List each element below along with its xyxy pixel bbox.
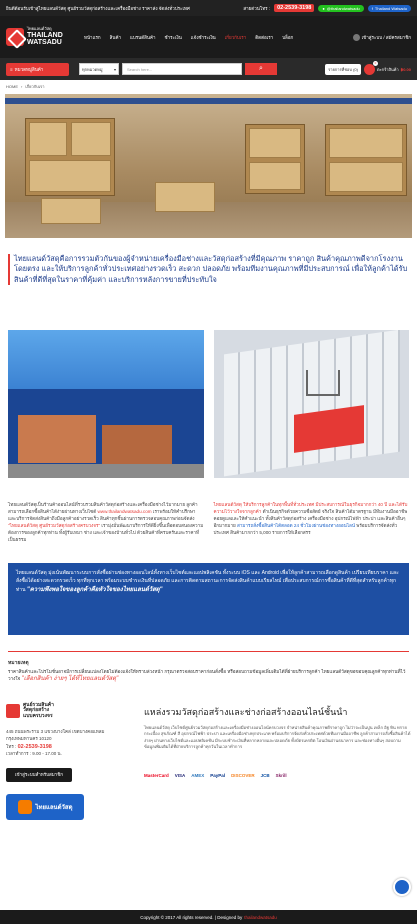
line-button[interactable]: ● @thailandwatsadu bbox=[318, 5, 363, 12]
copyright-bar: Copyright © 2017 All rights reserved. | Designed by thailandwatsadu bbox=[0, 910, 417, 924]
website-link[interactable]: www.thailandwatsadu.com bbox=[97, 508, 152, 514]
divider bbox=[8, 651, 409, 652]
hero-warehouse-image bbox=[5, 94, 412, 238]
keyboard-cart-photo bbox=[214, 330, 410, 478]
cart-count-badge: 0 bbox=[374, 60, 377, 65]
hotline-label: สายด่วนโทร : bbox=[243, 5, 271, 11]
line-icon: ● bbox=[322, 5, 325, 11]
chat-widget-icon[interactable] bbox=[393, 878, 411, 896]
breadcrumb-current: เกี่ยวกับเรา bbox=[25, 83, 45, 89]
payment-methods bbox=[144, 773, 411, 778]
site-logo[interactable]: ไทยแลนด์วัสดุ THAILAND WATSADU bbox=[6, 27, 76, 47]
search-icon: ⌕ bbox=[259, 65, 263, 72]
about-left-column: ไทยแลนด์วัสดุเป็นร้านค้าออนไลน์ที่รวบรวมสินค้าวัสดุก่อสร้างและเครื่องมือช่างไว้มากมาย ลูกค้าสามารถเลือกซื้อสินค้าได้ง่ายผ่านทางเว็บไซต์ www.thailandwatsadu.com เราพร้อมให้คำปรึกษาและบริการจัดส่งสินค้าถึงมือลูกค้าอย่างรวดเร็ว สินค้าทุกชิ้นผ่านการตรวจสอบคุณภาพก่อนจัดส่ง "ไทยแลนด์วัสดุ ศูนย์รวมวัสดุก่อสร้างครบวงจร" เรามุ่งมั่นพัฒนาบริการให้ดียิ่งขึ้นเพื่อตอบสนองความต้องการของลูกค้าทุกท่าน ทั้งผู้รับเหมา ช่าง และเจ้าของบ้านทั่วไป ด้วยสินค้าที่ครบครันและราคาที่เป็นธรรม bbox=[8, 502, 204, 542]
about-columns bbox=[8, 502, 409, 543]
footer-logo[interactable]: ศูนย์รวมสินค้า วัสดุก่อสร้าง แบบครบวงจร bbox=[6, 703, 126, 720]
search-row bbox=[0, 58, 417, 80]
chevron-down-icon: ▾ bbox=[113, 66, 116, 72]
nav-payment-notify[interactable]: แจ้งชำระเงิน bbox=[190, 34, 216, 40]
breadcrumb: HOME › เกี่ยวกับเรา bbox=[6, 83, 45, 89]
nav-blog[interactable]: บล็อก bbox=[282, 34, 294, 40]
intro-section bbox=[8, 254, 409, 285]
cart-total: ฿0.00 bbox=[400, 66, 411, 72]
main-header bbox=[0, 16, 417, 58]
welcome-message: ยินดีต้อนรับเข้าสู่ไทยแลนด์วัสดุ ศูนย์รวมวัสดุก่อสร้างและเครื่องมือช่าง ราคาส่ง จัดส่งทั่วประเทศ bbox=[6, 5, 190, 11]
amex-icon: AMEX bbox=[191, 772, 205, 778]
top-bar bbox=[0, 0, 417, 16]
mastercard-icon: MasterCard bbox=[144, 772, 169, 778]
visa-icon: VISA bbox=[174, 772, 186, 778]
user-icon bbox=[353, 34, 360, 41]
account-link[interactable]: เข้าสู่ระบบ / สมัครสมาชิก bbox=[353, 34, 411, 41]
nav-brands[interactable]: แบรนด์สินค้า bbox=[130, 34, 156, 40]
footer-address: 445 ถนนพระราม 3 แขวงบางโคล่ เขตบางคอแหลม กรุงเทพมหานคร 10120 โทร : 02-2539-3198 เวลาทำการ : 9.00 - 17.00 น. bbox=[6, 729, 105, 756]
note-title: หมายเหตุ bbox=[8, 660, 29, 667]
designer-link[interactable]: thailandwatsadu bbox=[244, 914, 277, 920]
facebook-button[interactable]: f Thailand Watsadu bbox=[368, 5, 411, 12]
footer-heading: แหล่งรวมวัสดุก่อสร้างและช่างก่อสร้างออนไลน์ชั้นนำ bbox=[144, 706, 348, 717]
facebook-icon: f bbox=[371, 5, 373, 11]
search-button[interactable] bbox=[245, 63, 277, 75]
hotline-phone[interactable]: 02-2539-3198 bbox=[274, 4, 314, 12]
wishlist-button[interactable]: รายการที่ชอบ (0) bbox=[325, 64, 361, 75]
nav-about[interactable]: เกี่ยวกับเรา bbox=[224, 34, 247, 40]
category-menu-button[interactable]: ≡ หมวดหมู่สินค้า bbox=[6, 63, 69, 76]
about-right-column: ไทยแลนด์วัสดุ ให้บริการลูกค้าในทุกพื้นที่ทั่วประเทศ มีประสบการณ์ในธุรกิจมากกว่า 40 ปี และได้รับความไว้วางใจจากลูกค้า ดำเนินธุรกิจด้วยความซื่อสัตย์ จริงใจ สินค้าได้มาตรฐาน มีทีมงานมืออาชีพคอยดูแลและให้คำแนะนำ ทั้งสินค้าวัสดุก่อสร้าง เครื่องมือช่าง อุปกรณ์ไฟฟ้า ประปา และสินค้าอื่นๆ อีกมากมาย สามารถสั่งซื้อสินค้าได้ตลอด 24 ชั่วโมงผ่านช่องทางออนไลน์ พร้อมบริการจัดส่งทั่วประเทศ สินค้ามากกว่า 5,000 รายการให้เลือกสรร bbox=[213, 502, 408, 535]
nav-home[interactable]: หน้าแรก bbox=[84, 34, 101, 40]
jcb-icon: JCB bbox=[260, 772, 270, 778]
warehouse-photo bbox=[8, 330, 204, 478]
nav-products[interactable]: สินค้า bbox=[109, 34, 121, 40]
logo-mark-icon bbox=[6, 28, 24, 46]
feature-images bbox=[8, 330, 409, 478]
note-slogan: "เลือกสินค้า ง่ายๆ ได้ที่ไทยแลนด์วัสดุ" bbox=[21, 676, 119, 683]
member-login-button[interactable]: เข้าสู่ระบบสำหรับสมาชิก bbox=[6, 768, 72, 782]
nav-contact[interactable]: ติดต่อเรา bbox=[255, 34, 274, 40]
note-section: หมายเหตุ ราคาสินค้าและโปรโมชั่นอาจมีการเปลี่ยนแปลงโดยไม่ต้องแจ้งให้ทราบล่วงหน้า กรุณาตรวจสอบราคาก่อนสั่งซื้อ หรือสอบถามข้อมูลเพิ่มเติมได้ที่ฝ่ายบริการลูกค้า ไทยแลนด์วัสดุขอขอบคุณลูกค้าทุกท่านที่ไว้วางใจ "เลือกสินค้า ง่ายๆ ได้ที่ไทยแลนด์วัสดุ" bbox=[8, 660, 409, 684]
skrill-icon: Skrill bbox=[275, 772, 287, 778]
footer-description: ไทยแลนด์วัสดุ เว็บไซต์ศูนย์รวมวัสดุก่อสร้างและเครื่องมือช่างออนไลน์ครบวงจร จำหน่ายสินค้าคุณภาพดีราคาถูก ไม่ว่าจะเป็นปูน เหล็ก อิฐ หิน ทราย กระเบื้อง สุขภัณฑ์ สี อุปกรณ์ไฟฟ้า ประปา และเครื่องมือช่างทุกประเภท พร้อมบริการจัดส่งทั่วประเทศด้วยทีมงานมืออาชีพ ลูกค้าสามารถสั่งซื้อสินค้าได้ง่ายๆ ผ่านทางเว็บไซต์และแอปพลิเคชัน มีระบบชำระเงินที่หลากหลายและปลอดภัย ทั้งบัตรเครดิต โอนเงินผ่านธนาคาร และช่องทางอื่นๆ สอบถามข้อมูลเพิ่มเติมได้ที่ฝ่ายบริการลูกค้าทุกวันในเวลาทำการ bbox=[144, 724, 411, 750]
menu-icon: ≡ bbox=[10, 66, 13, 72]
search-input[interactable]: Search here... bbox=[122, 63, 242, 75]
footer-phone[interactable]: 02-2539-3198 bbox=[17, 743, 52, 750]
mission-banner: ไทยแลนด์วัสดุ มุ่งเน้นพัฒนาระบบการสั่งซื้อผ่านช่องทางออนไลน์ทั้งทางเว็บไซต์และแอปพลิเคชัน ทั้งระบบ iOS และ Android เพื่อให้ลูกค้าสามารถเลือกดูสินค้า เปรียบเทียบราคา และสั่งซื้อได้อย่างสะดวกรวดเร็ว ทุกที่ทุกเวลา พร้อมระบบชำระเงินที่ปลอดภัย และการติดตามสถานะการจัดส่งสินค้าแบบเรียลไทม์ เพื่อประสบการณ์การซื้อสินค้าที่ดีที่สุดสำหรับลูกค้าทุกท่าน "ความพึงพอใจของลูกค้าคือหัวใจของไทยแลนด์วัสดุ" bbox=[8, 563, 409, 635]
footer bbox=[0, 703, 417, 820]
nav-payment[interactable]: ชำระเงิน bbox=[164, 34, 182, 40]
intro-text: ไทยแลนด์วัสดุคือการรวมตัวกันของผู้จำหน่ายเครื่องมือช่างและวัสดุก่อสร้างที่มีคุณภาพ ราคาถูก สินค้าคุณภาพดีจากโรงงานโดยตรง และให้บริการลูกค้าทั่วประเทศอย่างรวดเร็ว สะดวก ปลอดภัย พร้อมทีมงานคุณภาพที่มีประสบการณ์ เพื่อให้ลูกค้าได้รับสินค้าที่ดีที่สุดในราคาที่คุ้มค่า และบริการหลังการขายที่ประทับใจ bbox=[14, 254, 408, 284]
cart-button[interactable]: 0 ตะกร้าสินค้า ฿0.00 bbox=[364, 64, 411, 75]
category-select[interactable]: ทุกหมวดหมู่ ▾ bbox=[79, 63, 119, 75]
brand-badge-icon bbox=[18, 800, 32, 814]
breadcrumb-home[interactable]: HOME bbox=[6, 83, 18, 89]
cart-icon bbox=[364, 60, 377, 75]
discover-icon: DISCOVER bbox=[231, 772, 255, 778]
footer-logo-icon bbox=[6, 704, 20, 718]
main-nav bbox=[76, 34, 353, 41]
paypal-icon: PayPal bbox=[210, 772, 226, 778]
banner-highlight: "ความพึงพอใจของลูกค้าคือหัวใจของไทยแลนด์วัสดุ" bbox=[26, 586, 163, 593]
footer-brand-badge[interactable]: ไทยแลนด์วัสดุ bbox=[6, 794, 84, 820]
